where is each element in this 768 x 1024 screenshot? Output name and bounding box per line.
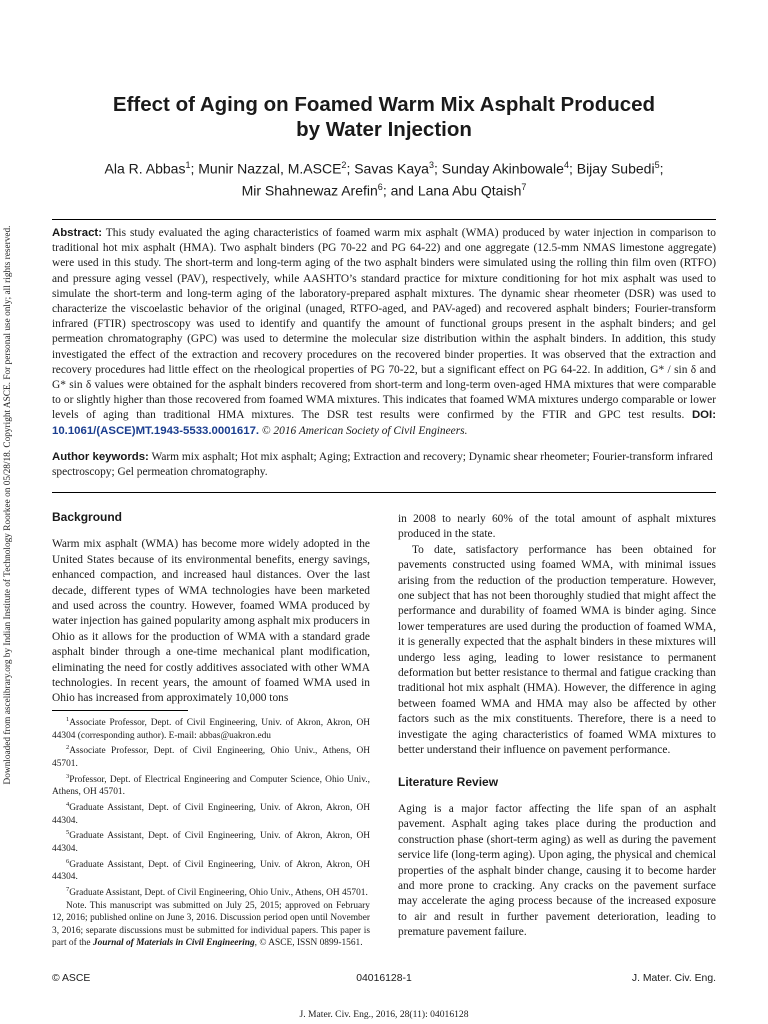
right-paragraph-3: Aging is a major factor affecting the life span of an asphalt pavement. Asphalt aging takes place during the production and construction phase (short-term aging) as well as during the pavement service life (long-term aging). Upon aging, the physical and chemical properties of the asphalt binder change, causing it to become harder and more prone to cracking. Any cracks on the pavement surface may accelerate the aging process because of the increased exposure to air and result in further pavement deterioration, leading to premature pavement failure. <box>398 802 716 939</box>
author-sep: ; and <box>382 182 418 199</box>
doi-label: DOI: <box>691 409 716 422</box>
footer-journal: J. Mater. Civ. Eng. <box>631 973 716 984</box>
footnotes <box>52 714 370 950</box>
footnote-text: Graduate Assistant, Dept. of Civil Engineering, Ohio Univ., Athens, OH 45701. <box>69 888 368 898</box>
submission-note <box>52 900 370 950</box>
footnote-text: Associate Professor, Dept. of Civil Engineering, Univ. of Akron, Akron, OH 44304 (corresponding author). E-mail: abbas@uakron.edu <box>52 718 370 741</box>
footnote <box>52 771 370 799</box>
footnote-mark: 5 <box>66 829 70 837</box>
note-tail: , © ASCE, ISSN 0899-1561. <box>254 938 363 949</box>
author-affil: 6 <box>377 182 383 193</box>
download-notice: Downloaded from ascelibrary.org by Indian Institute of Technology Roorkee on 05/28/18. Copyright ASCE. For personal use only; all rights reserved. <box>3 225 13 785</box>
literature-review-heading: Literature Review <box>398 774 499 789</box>
footnote-mark: 1 <box>66 716 70 723</box>
author-name: Savas Kaya <box>354 160 429 177</box>
author-name: Mir Shahnewaz Arefin <box>241 182 378 199</box>
author-keywords <box>52 450 716 480</box>
author-name: Lana Abu Qtaish <box>417 182 522 199</box>
footnote <box>52 742 370 770</box>
paper-title <box>60 92 708 142</box>
author-affil: 4 <box>563 160 569 170</box>
author-list <box>60 156 708 200</box>
footnote-text: Graduate Assistant, Dept. of Civil Engineering, Univ. of Akron, Akron, OH 44304. <box>52 831 370 854</box>
author-affil: 7 <box>521 182 527 193</box>
footnote-text: Graduate Assistant, Dept. of Civil Engineering, Univ. of Akron, Akron, OH 44304. <box>52 803 370 826</box>
footnote <box>52 714 370 742</box>
abstract-text: This study evaluated the aging characteristics of foamed warm mix asphalt (WMA) produced by water injection in comparison to traditional hot mix asphalt (HMA). Two asphalt binders (PG 70-22 and PG 64-22) and one aggregate (12.5-mm NMAS limestone aggregate) were used in this study. The short-term and long-term aging of the two asphalt binders were simulated using the rolling thin film oven (RTFO) and pressure aging vessel (PAV), respectively, while AASHTO’s standard practice for mixture conditioning for hot mix asphalt was used to simulate the short-term and long-term aging of the laboratory-prepared asphalt mixtures. The dynamic shear rheometer (DSR) was used to characterize the viscoelastic behavior of the original (unaged, RTFO-aged, and PAV-aged) and recovered asphalt binders; Fourier-transform infrared (FTIR) spectroscopy was used to identify and quantify the amount of functional groups present in the asphalt binders; and gel permeation chromatography (GPC) was used to determine the molecular size distribution within the asphalt binders. In addition, this study investigated the effect of the extraction and recovery procedures on the recovered binder properties. It was observed that the extraction and recovery procedures had little effect on the rheological properties of PG 70-22, but a significant effect on PG 64-22. In addition, G* / sin δ and G* sin δ values were obtained for the asphalt binders recovered from short-term and long-term oven-aged HMA mixtures that were comparable to or slightly higher than those recovered from foamed WMA mixtures. This indicates that foamed WMA mixtures undergo comparable or lower levels of aging than traditional HMA mixtures. The DSR test results were confirmed by the FTIR and GPC test results. <box>52 227 716 422</box>
footnote-rule <box>52 710 188 711</box>
footnote-mark: 2 <box>66 744 70 752</box>
footnote <box>52 799 370 827</box>
footnote <box>52 856 370 884</box>
left-column <box>52 510 370 707</box>
author-sep: ; <box>568 160 577 177</box>
title-line-1: Effect of Aging on Foamed Warm Mix Asphalt Produced <box>112 93 656 116</box>
abstract-label: Abstract: <box>52 227 103 239</box>
author-line-1 <box>60 156 708 178</box>
author-affil: 2 <box>341 160 347 170</box>
author-affil: 3 <box>428 160 434 170</box>
footnote-mark: 3 <box>66 772 70 780</box>
author-name: Munir Nazzal, M.ASCE <box>198 160 342 177</box>
doi-link[interactable]: 10.1061/(ASCE)MT.1943-5533.0001617. <box>52 424 260 437</box>
author-line-2 <box>60 178 708 200</box>
footer-article-number: 04016128-1 <box>356 973 412 984</box>
author-name: Sunday Akinbowale <box>441 160 564 177</box>
footnote <box>52 827 370 855</box>
abstract <box>52 226 716 439</box>
abstract-copyright: © 2016 American Society of Civil Engineers. <box>259 424 468 437</box>
right-column <box>398 512 716 941</box>
footnote-mark: 6 <box>66 857 70 865</box>
footnote-text: Graduate Assistant, Dept. of Civil Engineering, Univ. of Akron, Akron, OH 44304. <box>52 859 370 883</box>
author-affil: 5 <box>654 160 660 170</box>
footnote-text: Associate Professor, Dept. of Civil Engineering, Ohio Univ., Athens, OH 45701. <box>52 746 370 770</box>
author-name: Bijay Subedi <box>576 160 655 177</box>
author-sep: ; <box>346 160 355 177</box>
author-name: Ala R. Abbas <box>104 160 186 177</box>
author-sep: ; <box>190 160 199 177</box>
citation-line: J. Mater. Civ. Eng., 2016, 28(11): 04016128 <box>299 1009 469 1020</box>
footnote <box>52 884 370 900</box>
author-sep: ; <box>659 160 664 177</box>
footnote-mark: 7 <box>66 885 70 893</box>
note-text: Note. This manuscript was submitted on July 25, 2015; approved on February 12, 2016; published online on June 3, 2016. Discussion period open until November 3, 2016; separate discussions must be submitted for individual papers. This paper is part of the <box>52 900 370 949</box>
right-paragraph-2: To date, satisfactory performance has been obtained for pavements constructed using foamed WMA, with minimal issues arising from the reduction of the production temperature. However, one subject that has not been thoroughly studied that might affect the performance and durability of foamed WMA is binder aging. Since lower temperatures are used during the production of foamed WMA, it is generally expected that the asphalt binders in these mixtures will undergo less aging, leading to lower resistance to permanent deformation but better resistance to thermal and fatigue cracking than traditional hot mix asphalt (HMA). However, the difference in aging between foamed WMA and HMA may also be affected by other factors such as the mix constituents. Therefore, there is a need to investigate the aging characteristics of foamed WMA mixtures to better understand their influence on pavement performance. <box>398 543 716 757</box>
keywords-bottom-rule <box>52 492 716 493</box>
footer-publisher: © ASCE <box>52 973 91 984</box>
abstract-top-rule <box>52 219 716 220</box>
footnote-text: Professor, Dept. of Electrical Engineering and Computer Science, Ohio Univ., Athens, OH 45701. <box>52 774 370 798</box>
author-sep: ; <box>433 160 442 177</box>
keywords-text: Warm mix asphalt; Hot mix asphalt; Aging; Extraction and recovery; Dynamic shear rheometer; Fourier-transform infrared spectroscopy; Gel permeation chromatography. <box>52 451 713 479</box>
right-paragraph-1: in 2008 to nearly 60% of the total amount of asphalt mixtures produced in the state. <box>398 513 716 541</box>
author-affil: 1 <box>185 160 191 170</box>
keywords-label: Author keywords: <box>52 451 149 463</box>
journal-name: Journal of Materials in Civil Engineering <box>92 938 255 949</box>
title-line-2: by Water Injection <box>296 118 472 141</box>
background-heading: Background <box>52 510 123 524</box>
footnote-mark: 4 <box>66 800 70 808</box>
background-paragraph: Warm mix asphalt (WMA) has become more widely adopted in the United States because of its environmental benefits, energy savings, enhanced compaction, and increased haul distances. Over the last decade, different types of WMA technologies have been marketed and used across the country. However, foamed WMA produced by water injection has gained popularity among asphalt mix producers in Ohio as it allows for the production of WMA with a standard grade asphalt binder through a one-time mechanical plant modification, eliminating the need for costly additives associated with other WMA technologies. In recent years, the amount of foamed WMA used in Ohio has increased from approximately 10,000 tons <box>52 538 370 705</box>
